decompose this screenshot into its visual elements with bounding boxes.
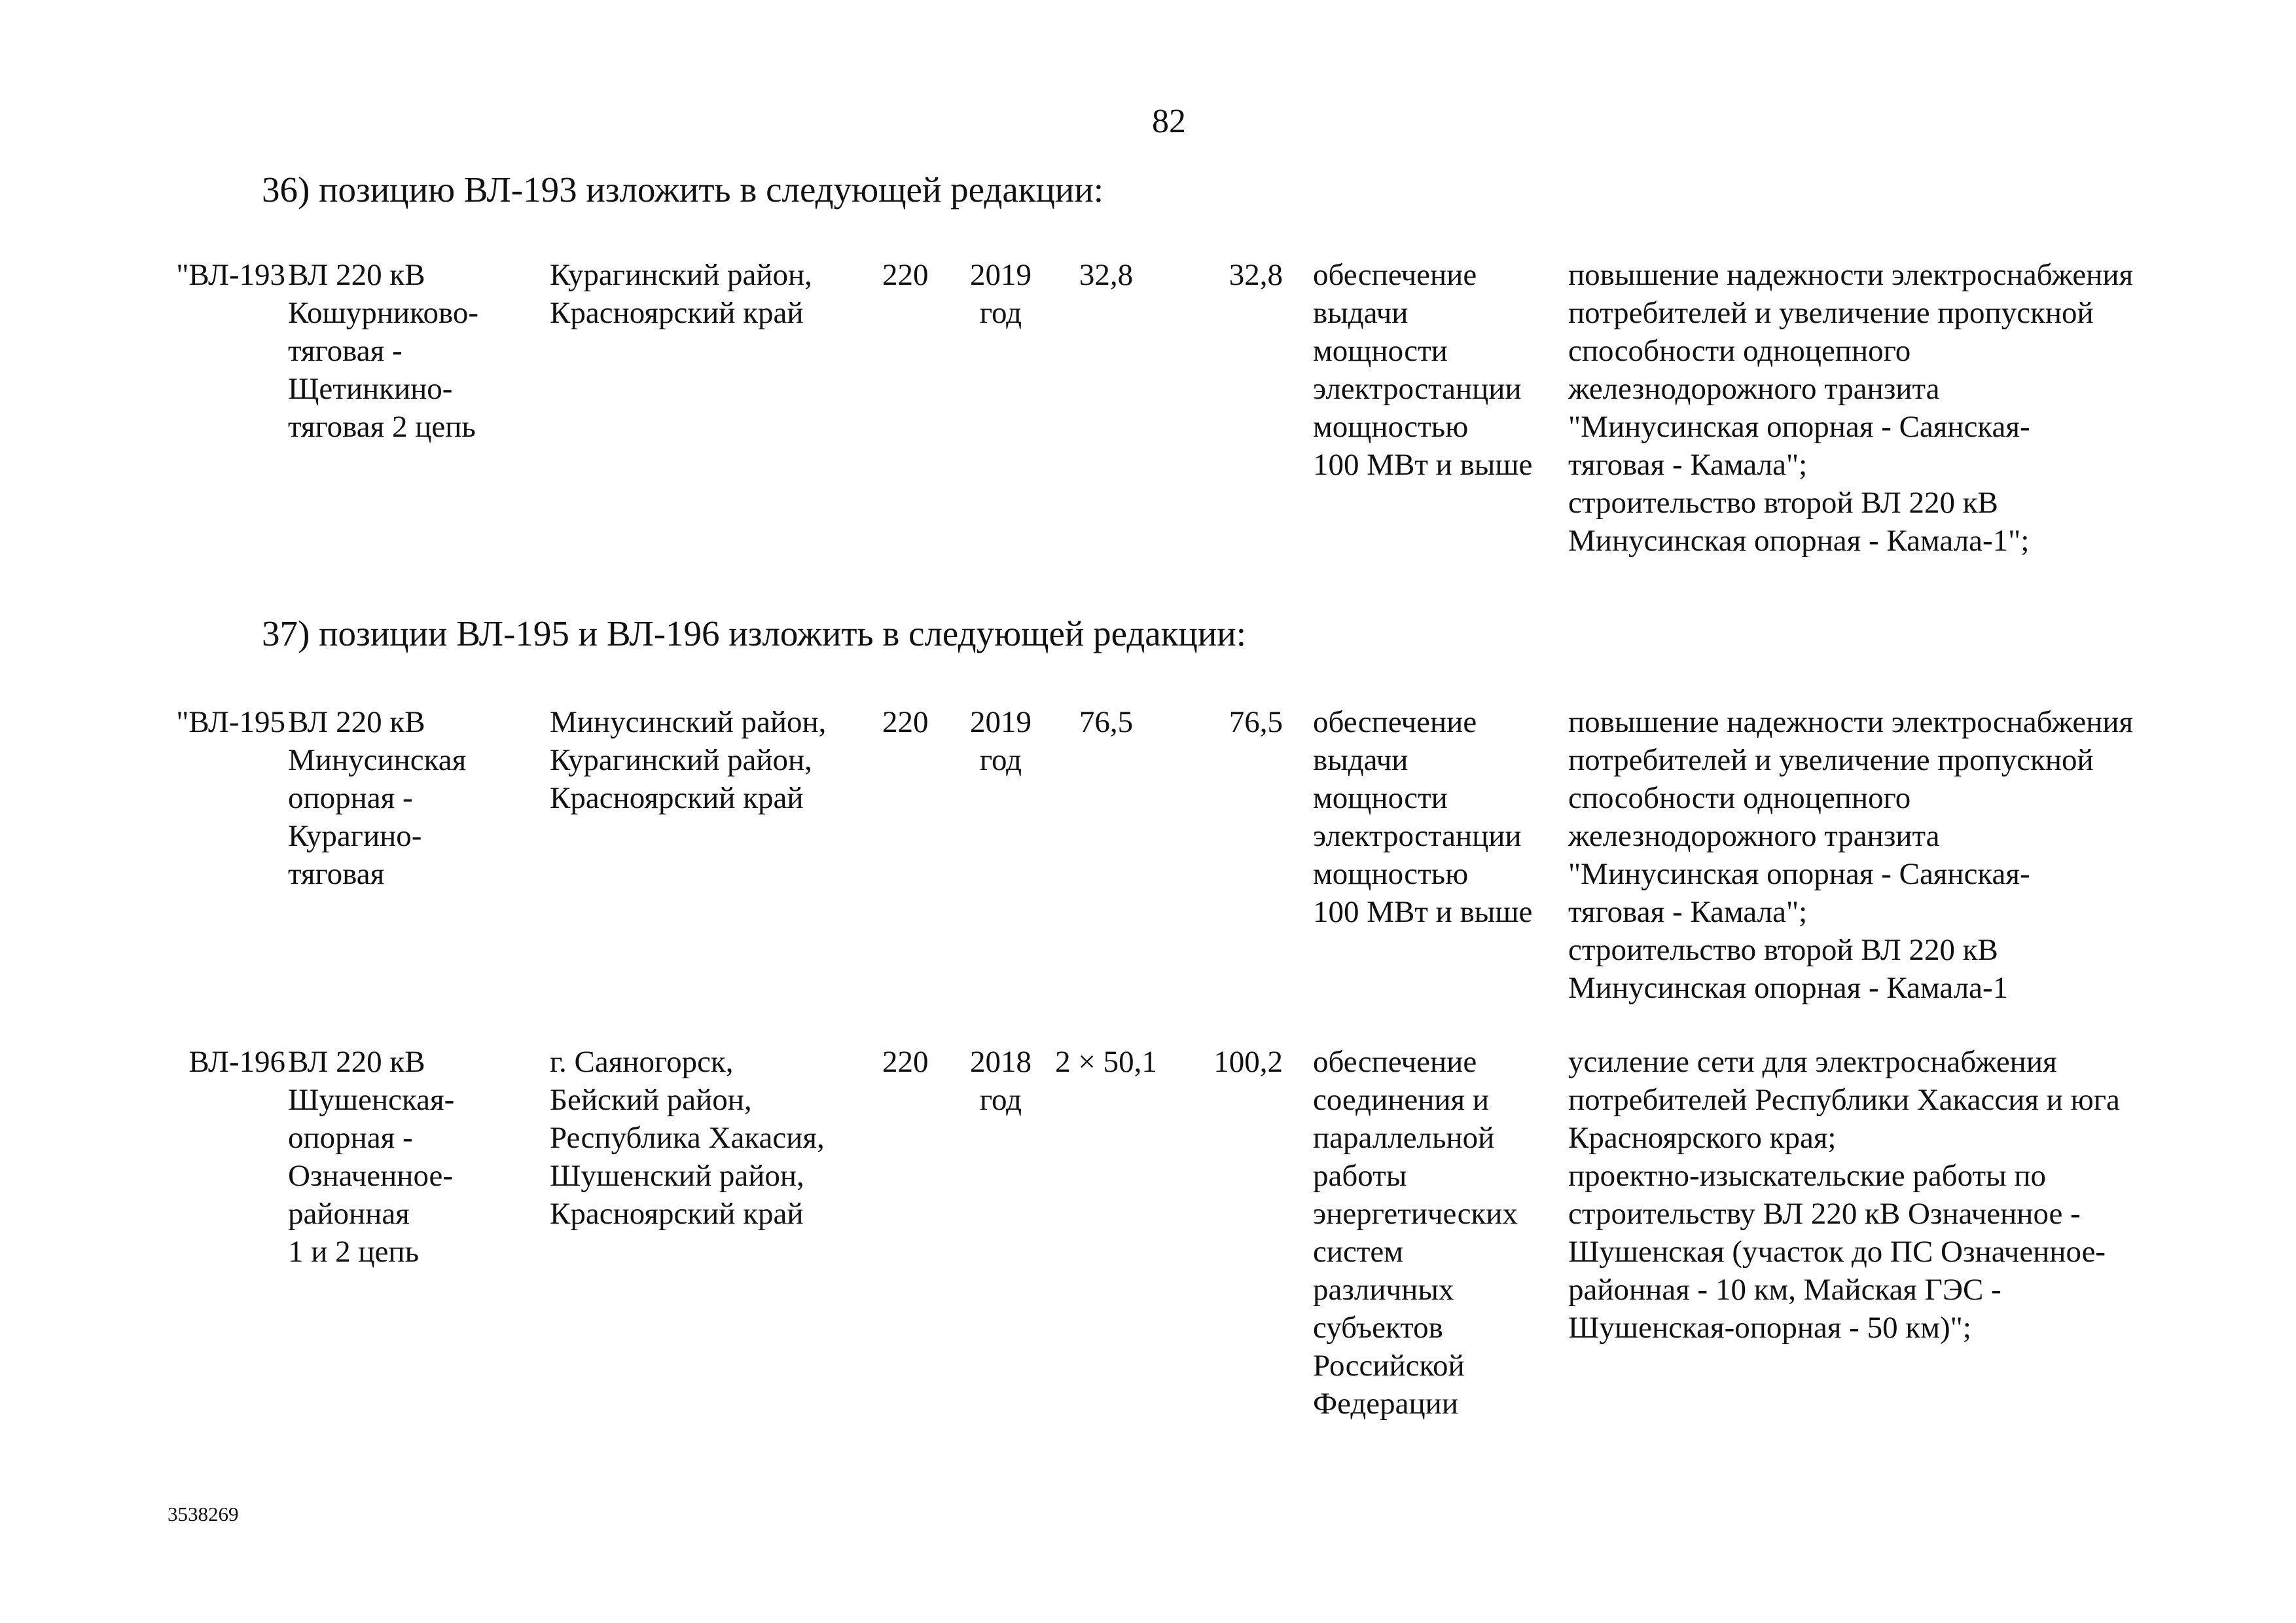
entry-year: 2019 год [970, 258, 1031, 330]
entry-total: 100,2 [1213, 1045, 1283, 1079]
entry-code: ВЛ-196 [188, 1045, 285, 1079]
entry-region: г. Саяногорск, Бейский район, Республика Хакасия, Шушенский район, Красноярский край [550, 1045, 825, 1231]
entry-code: "ВЛ-195 [176, 705, 285, 739]
entry-name: ВЛ 220 кВ Шушенская- опорная - Означенное- районная 1 и 2 цепь [288, 1045, 455, 1269]
entry-region: Курагинский район, Красноярский край [550, 258, 812, 330]
entry-length: 2 × 50,1 [1055, 1045, 1157, 1079]
entry-notes: повышение надежности электроснабжения потребителей и увеличение пропускной способности одноцепного железнодорожного транзита "Минусинская опорная - Саянская- тяговая - Камала"; строительство второй ВЛ 220 кВ Минусинская опорная - Камала-1"; [1568, 258, 2134, 558]
entry-total: 76,5 [1229, 705, 1283, 739]
entry-region: Минусинский район, Курагинский район, Красноярский край [550, 705, 827, 815]
entry-year: 2018 год [970, 1045, 1031, 1117]
entry-voltage: 220 [882, 258, 929, 292]
entry-length: 32,8 [1079, 258, 1134, 292]
entry-purpose: обеспечение выдачи мощности электростанции мощностью 100 МВт и выше [1313, 705, 1533, 929]
entry-notes: повышение надежности электроснабжения потребителей и увеличение пропускной способности одноцепного железнодорожного транзита "Минусинская опорная - Саянская- тяговая - Камала"; строительство второй ВЛ 220 кВ Минусинская опорная - Камала-1 [1568, 705, 2134, 1005]
page-number: 82 [1152, 103, 1186, 140]
entry-voltage: 220 [882, 1045, 929, 1079]
entry-length: 76,5 [1079, 705, 1134, 739]
entry-year: 2019 год [970, 705, 1031, 777]
entry-purpose: обеспечение выдачи мощности электростанции мощностью 100 МВт и выше [1313, 258, 1533, 482]
entry-purpose: обеспечение соединения и параллельной работы энергетических систем различных субъектов Российской Федерации [1313, 1045, 1518, 1421]
entry-notes: усиление сети для электроснабжения потребителей Республики Хакассия и юга Красноярского края; проектно-изыскательские работы по строительству ВЛ 220 кВ Означенное - Шушенская (участок до ПС Означенное- районная - 10 км, Майская ГЭС - Шушенская-опорная - 50 км)"; [1568, 1045, 2120, 1345]
entry-name: ВЛ 220 кВ Минусинская опорная - Курагино- тяговая [288, 705, 467, 891]
entry-code: "ВЛ-193 [176, 258, 285, 292]
entry-total: 32,8 [1229, 258, 1283, 292]
instruction-36: 36) позицию ВЛ-193 изложить в следующей редакции: [262, 170, 1104, 210]
footer-document-code: 3538269 [168, 1503, 239, 1525]
entry-voltage: 220 [882, 705, 929, 739]
instruction-37: 37) позиции ВЛ-195 и ВЛ-196 изложить в следующей редакции: [262, 613, 1247, 653]
entry-name: ВЛ 220 кВ Кошурниково- тяговая - Щетинкино- тяговая 2 цепь [288, 258, 478, 444]
